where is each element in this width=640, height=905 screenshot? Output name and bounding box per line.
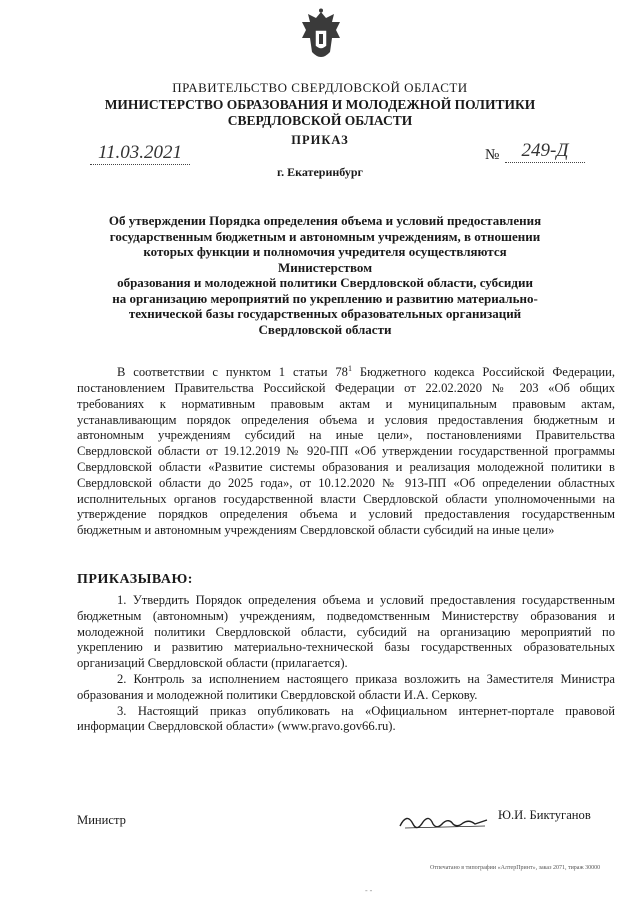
coat-of-arms-icon (296, 8, 346, 66)
ministry-name (0, 97, 640, 129)
article-superscript: 1 (347, 364, 352, 373)
order-item: 3. Настоящий приказ опубликовать на «Официальном интернет-портале правовой информации Свердловской области» (www.pravo.gov66.ru). (77, 703, 615, 734)
subject-line: государственным бюджетным и автономным учреждениям, в отношении (109, 228, 541, 244)
subject-line: Об утверждении Порядка определения объема и условий предоставления (108, 213, 542, 228)
subject-line: которых функции и полномочия учредителя осуществляются Министерством (143, 244, 507, 275)
preamble-start: В соответствии с пунктом 1 статьи 78 (117, 365, 348, 380)
document-type: ПРИКАЗ (291, 133, 349, 147)
government-name: ПРАВИТЕЛЬСТВО СВЕРДЛОВСКОЙ ОБЛАСТИ (172, 80, 468, 95)
number-sign: № (485, 147, 500, 163)
order-number: 249-Д (505, 140, 585, 163)
preamble-rest: Бюджетного кодекса Российской Федерации, постановлением Правительства Российской Федерации от 22.02.2020 № 203 «Об общих требованиях к нормативным правовым актам и муниципальным правовым актам, устанавливающим порядок определения объема и условия предоставления бюджетным и автономным учреждениям субсидий на иные цели», постановлениями Правительства Свердловской области от 19.12.2019 № 920-ПП «Об утверждении государственной программы Свердловской области «Развитие системы образования и реализация молодежной политики в Свердловской области до 2025 года», от 10.12.2020 № 913-ПП «Об определении областных исполнительных органов государственной власти Свердловской области уполномоченными на утверждение порядков определения объема и условий предоставления государственным бюджетным и автономным учреждениям Свердловской области субсидий на иные цели» (77, 365, 615, 538)
order-date: 11.03.2021 (90, 142, 190, 165)
signer-position: Министр (77, 813, 126, 827)
order-item: 1. Утвердить Порядок определения объема и условий предоставления государственным бюджетным (автономным) учреждениям, подведомственным Министерству образования и молодежной политики Свердловской области, субсидий на организацию мероприятий по укреплению и развитию материально-технической базы государственных образовательных организаций Свердловской области (прилагается). (77, 593, 615, 671)
ministry-line-2: СВЕРДЛОВСКОЙ ОБЛАСТИ (227, 113, 413, 128)
preamble-paragraph (77, 361, 615, 539)
print-footnote: Отпечатано в типографии «АлтерПринт», заказ 2071, тираж 30000 (430, 865, 601, 871)
order-word: ПРИКАЗЫВАЮ: (77, 572, 193, 587)
subject-line: образования и молодежной политики Свердловской области, субсидии (117, 275, 533, 290)
signer-name: Ю.И. Биктуганов (498, 808, 591, 822)
handwritten-signature-icon (395, 806, 495, 834)
order-items (77, 593, 615, 735)
order-subject (95, 213, 555, 337)
city: г. Екатеринбург (277, 165, 363, 179)
subject-line: технической базы государственных образовательных организаций (128, 306, 522, 321)
subject-line: Свердловской области (258, 321, 392, 337)
ministry-line-1: МИНИСТЕРСТВО ОБРАЗОВАНИЯ И МОЛОДЕЖНОЙ ПОЛИТИКИ (104, 97, 536, 112)
page-mark: - - (365, 886, 373, 895)
order-item: 2. Контроль за исполнением настоящего приказа возложить на Заместителя Министра образования и молодежной политики Свердловской области И.А. Серкову. (77, 671, 615, 702)
subject-line: на организацию мероприятий по укреплению и развитию материально- (112, 290, 538, 306)
